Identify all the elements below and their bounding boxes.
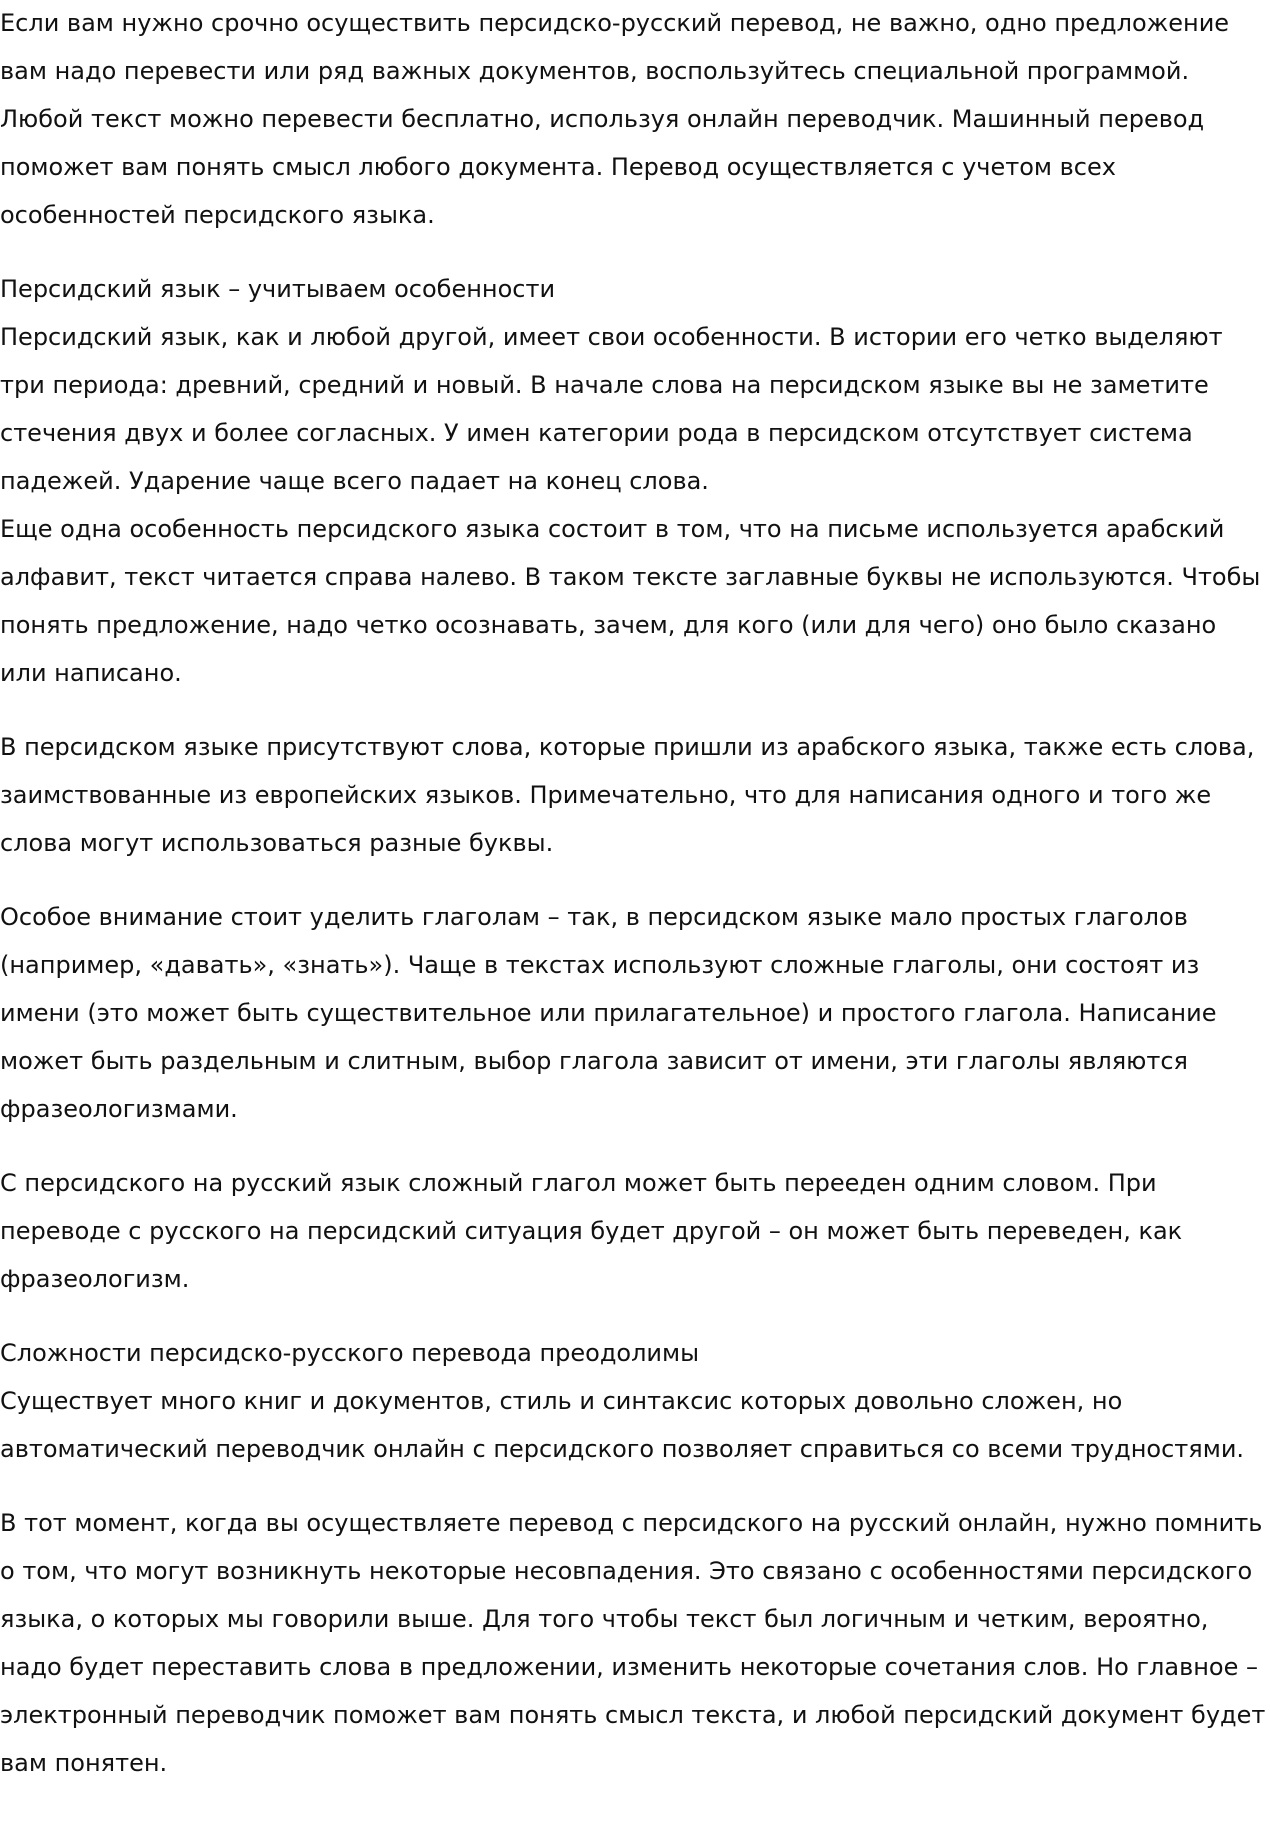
final-paragraph: В тот момент, когда вы осуществляете перевод с персидского на русский онлайн, нужно помнить о том, что могут возникнуть некоторые несовпадения. Это связано с особенностями персидского языка, о которых мы говорили выше. Для того чтобы текст был логичным и четким, вероятно, надо будет переставить слова в предложении, изменить некоторые сочетания слов. Но главное – электронный переводчик поможет вам понять смысл текста, и любой персидский документ будет вам понятен. [0,1509,1266,1777]
verbs-block [0,893,1270,1133]
compound-verbs-block [0,1159,1270,1303]
difficulties-paragraph: Существует много книг и документов, стиль и синтаксис которых довольно сложен, но автоматический переводчик онлайн с персидского позволяет справиться со всеми трудностями. [0,1387,1245,1463]
loanwords-paragraph: В персидском языке присутствуют слова, которые пришли из арабского языка, также есть слова, заимствованные из европейских языков. Примечательно, что для написания одного и того же слова могут использоваться разные буквы. [0,733,1255,857]
final-block [0,1499,1270,1787]
features-paragraph-alphabet: Еще одна особенность персидского языка состоит в том, что на письме используется арабский алфавит, текст читается справа налево. В таком тексте заглавные буквы не используются. Чтобы понять предложение, надо четко осознавать, зачем, для кого (или для чего) оно было сказано или написано. [0,515,1261,687]
compound-verbs-paragraph: С персидского на русский язык сложный глагол может быть перееден одним словом. При переводе с русского на персидский ситуация будет другой – он может быть переведен, как фразеологизм. [0,1169,1183,1293]
section-heading-difficulties: Сложности персидско-русского перевода преодолимы [0,1339,700,1367]
intro-block [0,0,1270,239]
verbs-paragraph: Особое внимание стоит уделить глаголам – так, в персидском языке мало простых глаголов (например, «давать», «знать»). Чаще в текстах используют сложные глаголы, они состоят из имени (это может быть существительное или прилагательное) и простого глагола. Написание может быть раздельным и слитным, выбор глагола зависит от имени, эти глаголы являются фразеологизмами. [0,903,1217,1123]
loanwords-block [0,723,1270,867]
features-paragraph-periods: Персидский язык, как и любой другой, имеет свои особенности. В истории его четко выделяют три периода: древний, средний и новый. В начале слова на персидском языке вы не заметите стечения двух и более согласных. У имен категории рода в персидском отсутствует система падежей. Ударение чаще всего падает на конец слова. [0,323,1223,495]
section-features [0,265,1270,697]
intro-paragraph: Если вам нужно срочно осуществить персидско-русский перевод, не важно, одно предложение вам надо перевести или ряд важных документов, воспользуйтесь специальной программой. Любой текст можно перевести бесплатно, используя онлайн переводчик. Машинный перевод поможет вам понять смысл любого документа. Перевод осуществляется с учетом всех особенностей персидского языка. [0,9,1230,229]
section-heading-features: Персидский язык – учитываем особенности [0,275,556,303]
section-difficulties [0,1329,1270,1473]
